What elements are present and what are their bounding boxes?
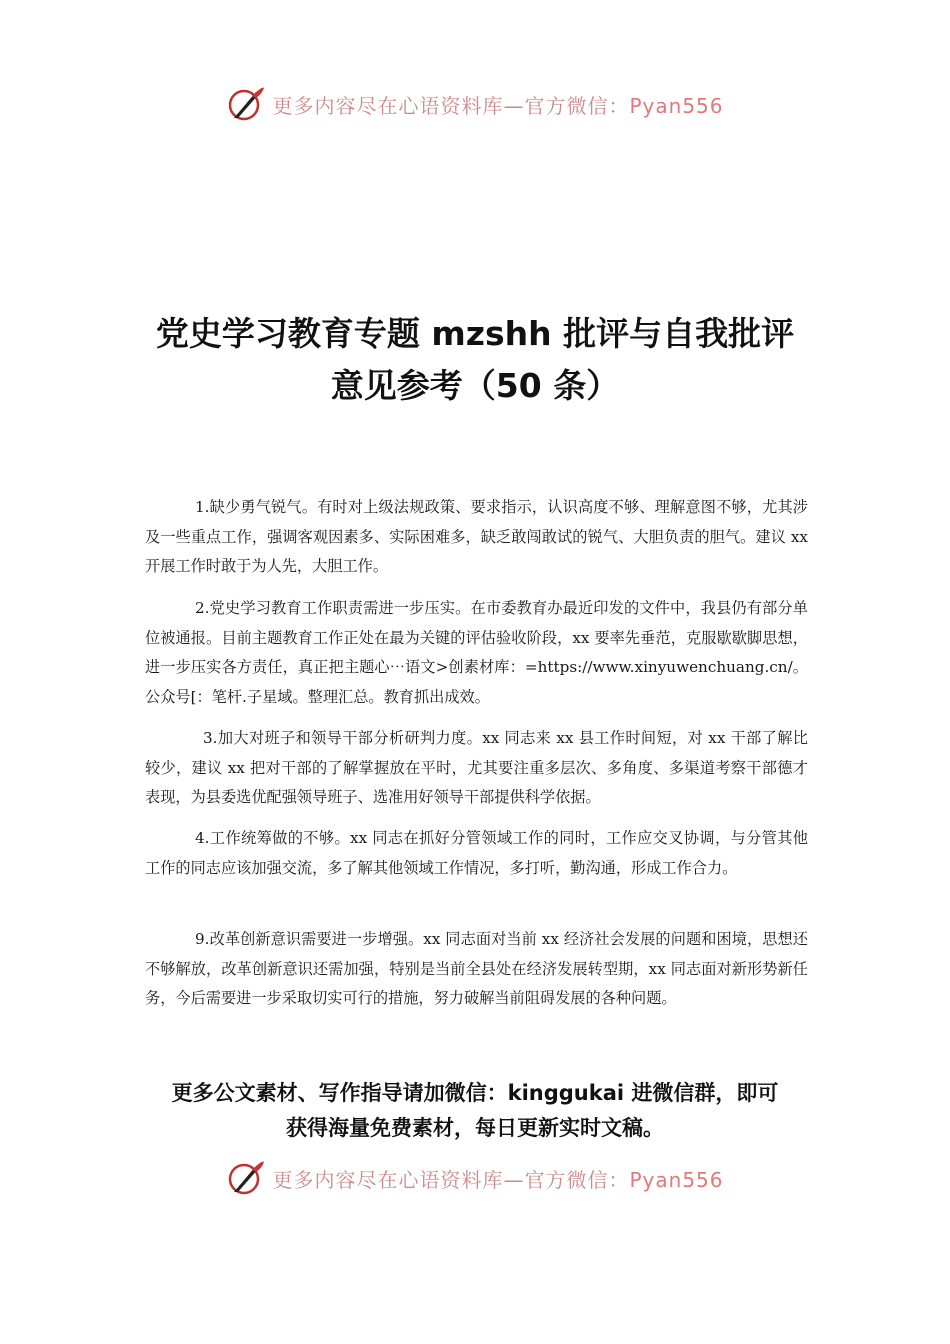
paragraph-4: 4.工作统筹做的不够。xx 同志在抓好分管领域工作的同时，工作应交叉协调，与分管其他工作的同志应该加强交流，多了解其他领域工作情况，多打听，勤沟通，形成工作合力。 <box>145 829 808 877</box>
promo-text <box>130 1076 820 1146</box>
paragraph-5: 9.改革创新意识需要进一步增强。xx 同志面对当前 xx 经济社会发展的问题和困境，思想还不够解放，改革创新意识还需加强，特别是当前全县处在经济发展转型期，xx 同志面对新形势新任务，今后需要进一步采取切实可行的措施，努力破解当前阻碍发展的各种问题。 <box>145 930 808 1007</box>
paragraph-2: 2.党史学习教育工作职责需进一步压实。在市委教育办最近印发的文件中，我县仍有部分单位被通报。目前主题教育工作正处在最为关键的评估验收阶段，xx 要率先垂范，克服歇歇脚思想，进一步压实各方责任，真正把主题心⋯语文>创素材库：=https://www.xinyuwenchuang.cn/。公众号[：笔杆.子星域。整理汇总。教育抓出成效。 <box>145 599 808 706</box>
paragraph-1: 1.缺少勇气锐气。有时对上级法规政策、要求指示，认识高度不够、理解意图不够，尤其涉及一些重点工作，强调客观因素多、实际困难多，缺乏敢闯敢试的锐气、大胆负责的胆气。建议 xx 开展工作时敢于为人先，大胆工作。 <box>145 498 808 575</box>
document-title <box>100 308 850 412</box>
promo-line-1: 更多公文素材、写作指导请加微信：kinggukai 进微信群，即可 <box>171 1081 779 1105</box>
watermark-text: 更多内容尽在心语资料库—官方微信：Pyan556 <box>272 1167 724 1192</box>
quill-pen-logo-icon <box>226 84 266 124</box>
watermark-text: 更多内容尽在心语资料库—官方微信：Pyan556 <box>272 93 724 118</box>
paragraph-3: 3.加大对班子和领导干部分析研判力度。xx 同志来 xx 县工作时间短，对 xx 干部了解比较少，建议 xx 把对干部的了解掌握放在平时，尤其要注重多层次、多角度、多渠道考察干部德才表现，为县委选优配强领导班子、选准用好领导干部提供科学依据。 <box>145 729 808 806</box>
footer-watermark <box>0 1156 950 1200</box>
title-line-2: 意见参考（50 条） <box>330 366 620 405</box>
promo-line-2: 获得海量免费素材，每日更新实时文稿。 <box>286 1116 664 1140</box>
header-watermark <box>0 82 950 126</box>
quill-pen-logo-icon <box>226 1158 266 1198</box>
title-line-1: 党史学习教育专题 mzshh 批评与自我批评 <box>155 314 795 353</box>
